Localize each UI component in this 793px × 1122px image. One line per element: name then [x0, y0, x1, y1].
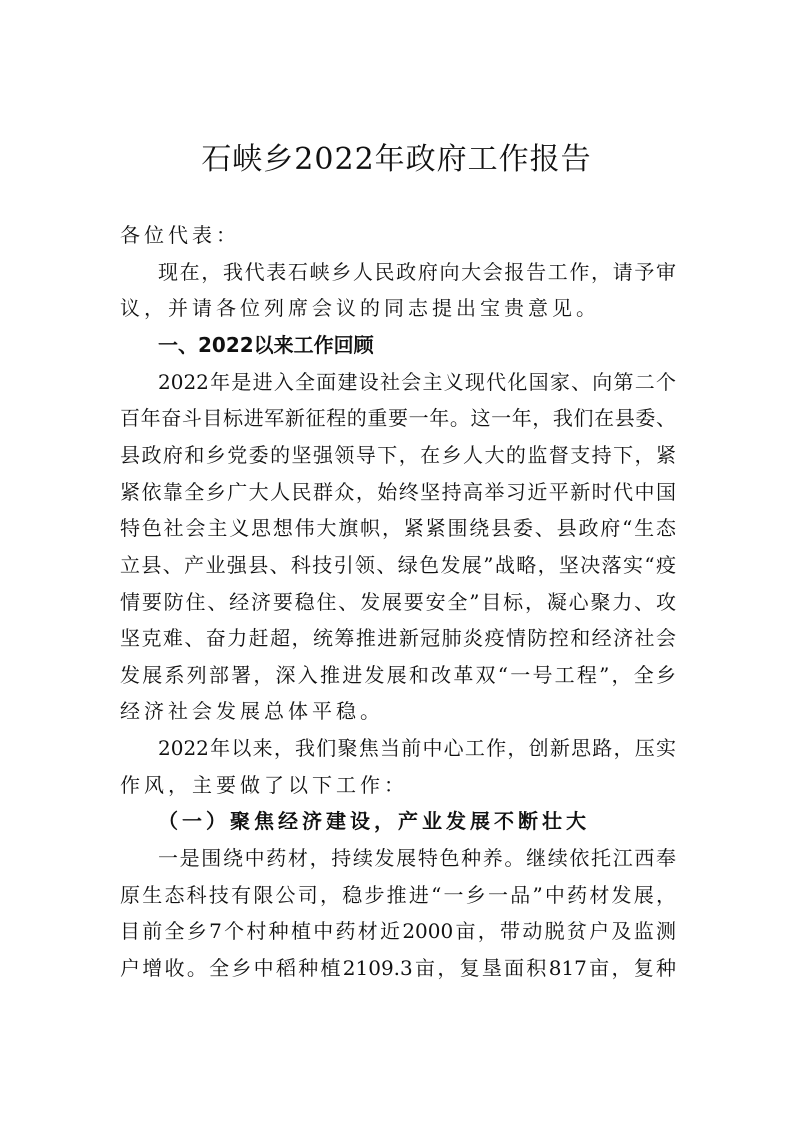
paragraph-line: 户增收。全乡中稻种植2109.3亩，复垦面积817亩，复种 — [120, 956, 676, 980]
paragraph-line: 特色社会主义思想伟大旗帜，紧紧围绕县委、县政府“生态 — [120, 516, 676, 541]
paragraph-line: 坚克难、奋力赶超，统筹推进新冠肺炎疫情防控和经济社会 — [120, 626, 676, 651]
paragraph-line: 目前全乡7个村种植中药材近2000亩，带动脱贫户及监测 — [120, 919, 676, 944]
paragraph-line: 百年奋斗目标进军新征程的重要一年。这一年，我们在县委、 — [120, 406, 676, 431]
salutation: 各位代表： — [120, 223, 240, 247]
subsection-heading: （一）聚焦经济建设，产业发展不断壮大 — [158, 809, 590, 834]
paragraph-line: 经济社会发展总体平稳。 — [120, 699, 384, 724]
paragraph-line: 2022年是进入全面建设社会主义现代化国家、向第二个 — [158, 369, 676, 394]
paragraph-line: 县政府和乡党委的坚强领导下，在乡人大的监督支持下，紧 — [120, 442, 676, 467]
paragraph-line: 发展系列部署，深入推进发展和改革双“一号工程”，全乡 — [120, 662, 676, 687]
paragraph-line: 议，并请各位列席会议的同志提出宝贵意见。 — [120, 296, 600, 321]
paragraph-line: 一是围绕中药材，持续发展特色种养。继续依托江西奉 — [158, 846, 676, 871]
paragraph-line: 立县、产业强县、科技引领、绿色发展”战略，坚决落实“疫 — [120, 552, 676, 577]
paragraph-line: 紧依靠全乡广大人民群众，始终坚持高举习近平新时代中国 — [120, 479, 676, 504]
paragraph-line: 现在，我代表石峡乡人民政府向大会报告工作，请予审 — [158, 259, 676, 284]
document-title: 石峡乡2022年政府工作报告 — [201, 142, 592, 177]
paragraph-line: 情要防住、经济要稳住、发展要安全”目标，凝心聚力、攻 — [120, 589, 676, 614]
paragraph-line: 2022年以来，我们聚焦当前中心工作，创新思路，压实 — [158, 736, 676, 761]
section-heading: 一、2022以来工作回顾 — [158, 332, 374, 357]
paragraph-line: 作风，主要做了以下工作： — [120, 772, 408, 797]
paragraph-line: 原生态科技有限公司，稳步推进“一乡一品”中药材发展， — [120, 882, 676, 907]
